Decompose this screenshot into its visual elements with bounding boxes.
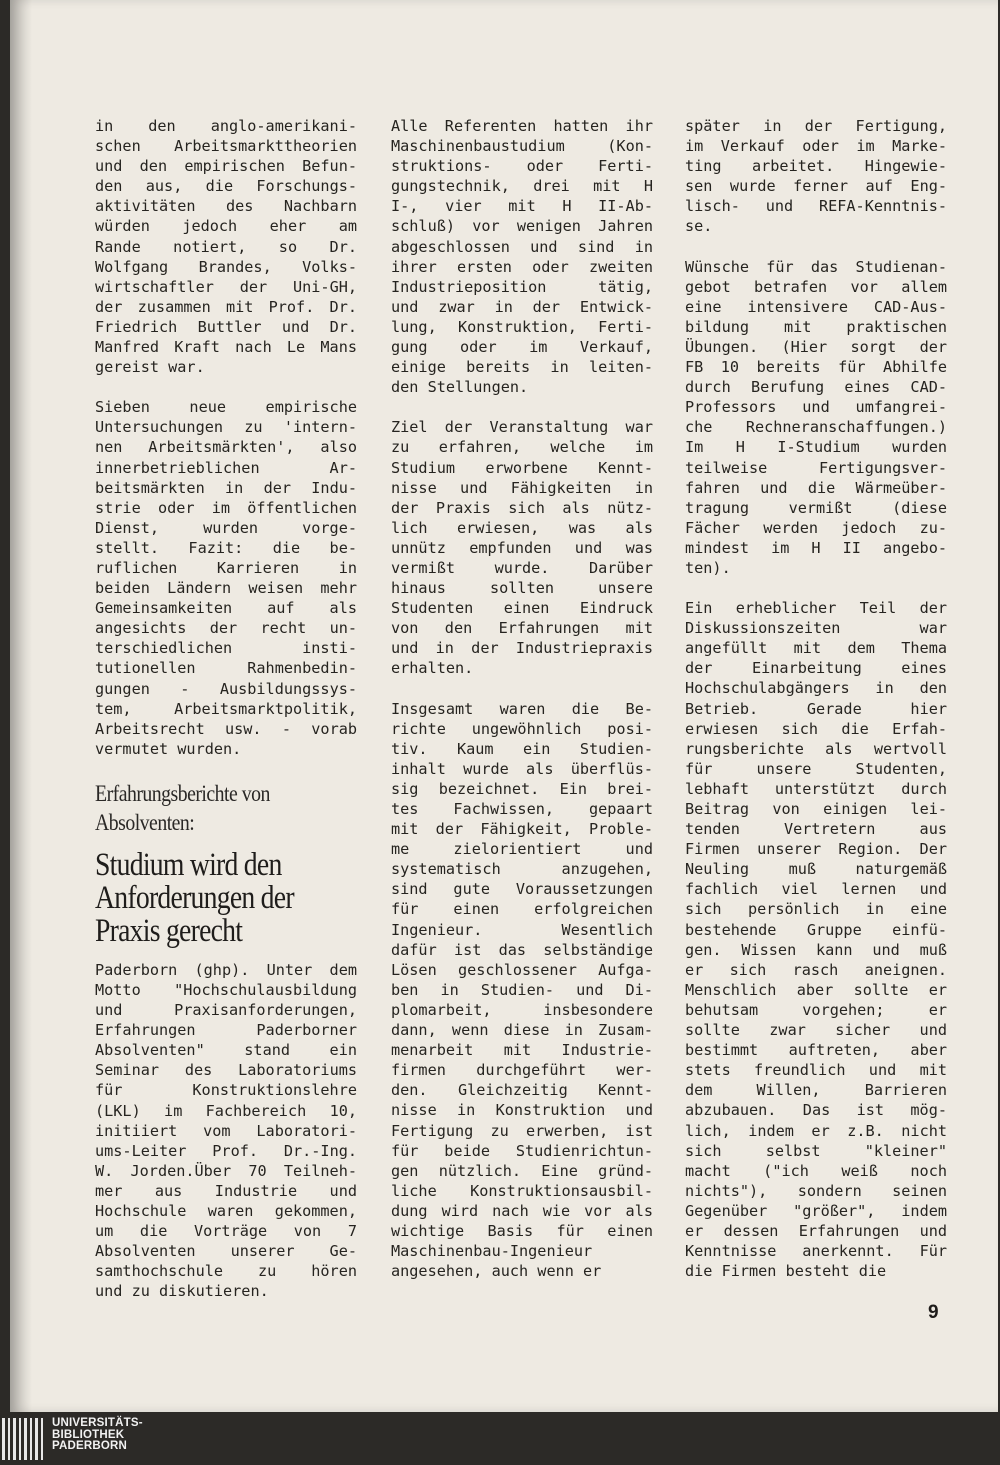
text-line: Manfred Kraft nach Le Mans <box>95 338 357 357</box>
text-line: erwiesen sich die Erfah- <box>685 719 947 738</box>
text-line: lebhaft unterstützt durch <box>685 779 947 798</box>
text-line: durch Berufung eines CAD- <box>685 378 947 397</box>
paragraph <box>391 116 653 397</box>
text-line: richte ungewöhnlich posi- <box>391 719 653 738</box>
text-line: im Verkauf oder im Marke- <box>685 137 947 156</box>
paragraph <box>685 116 947 237</box>
text-line: Absolventen" stand ein <box>95 1041 357 1060</box>
text-line: und den empirischen Befun- <box>95 157 357 176</box>
text-line: struktions- oder Ferti- <box>391 157 653 176</box>
library-barcode-icon <box>0 1418 48 1460</box>
text-line: Diskussionszeiten war <box>685 619 947 638</box>
text-line: Rande notiert, so Dr. <box>95 237 357 256</box>
text-line: Hochschule waren gekommen, <box>95 1202 357 1221</box>
text-column-3 <box>685 116 947 1301</box>
text-line: bildung mit praktischen <box>685 317 947 336</box>
text-line: macht ("ich weiß noch <box>685 1161 947 1180</box>
text-line: gungstechnik, drei mit H <box>391 177 653 196</box>
text-line: gung oder im Verkauf, <box>391 338 653 357</box>
text-line: W. Jorden.Über 70 Teilneh- <box>95 1161 357 1180</box>
text-line: tem, Arbeitsmarktpolitik, <box>95 699 357 718</box>
text-line: später in der Fertigung, <box>685 117 947 135</box>
text-line: plomarbeit, insbesondere <box>391 1000 653 1019</box>
text-line: ruflichen Karrieren in <box>95 558 357 577</box>
text-line: innerbetrieblichen Ar- <box>95 458 357 477</box>
article-kicker: Erfahrungsberichte von Absolventen: <box>95 780 270 835</box>
text-line: der zusammen mit Prof. Dr. <box>95 297 357 316</box>
text-line: sich persönlich in eine <box>685 900 947 919</box>
text-line: Wolfgang Brandes, Volks- <box>95 257 357 276</box>
text-line: nisse und Fähigkeiten in <box>391 478 653 497</box>
text-line: ums-Leiter Prof. Dr.-Ing. <box>95 1141 357 1160</box>
text-line: in den anglo-amerikani- <box>95 117 357 135</box>
text-line: gen. Wissen kann und muß <box>685 940 947 959</box>
text-line: schen Arbeitsmarkttheorien <box>95 137 357 156</box>
text-line: FB 10 bereits für Abhilfe <box>685 358 947 377</box>
text-line: Maschinenbaustudium (Kon- <box>391 137 653 156</box>
text-line: behutsam vorgehen; er <box>685 1000 947 1019</box>
text-line: abgeschlossen und sind in <box>391 237 653 256</box>
text-line: ting arbeitet. Hingewie- <box>685 157 947 176</box>
text-line: Friedrich Buttler und Dr. <box>95 317 357 336</box>
text-line: Ingenieur. Wesentlich <box>391 920 653 939</box>
text-line: Alle Referenten hatten ihr <box>391 117 653 135</box>
text-line: teilweise Fertigungsver- <box>685 458 947 477</box>
library-label: UNIVERSITÄTS- BIBLIOTHEK PADERBORN <box>52 1417 143 1452</box>
text-line: beiden Ländern weisen mehr <box>95 579 357 598</box>
text-line: zu erfahren, welche im <box>391 438 653 457</box>
text-column-2 <box>391 116 653 1301</box>
text-line: Insgesamt waren die Be- <box>391 699 653 718</box>
text-line: lisch- und REFA-Kenntnis- <box>685 197 947 216</box>
text-line: mindest im H II angebo- <box>685 538 947 557</box>
text-line: dung wird nach wie vor als <box>391 1201 653 1220</box>
text-line: Kenntnisse anerkennt. Für <box>685 1242 947 1261</box>
text-line: lich erwiesen, was als <box>391 518 653 537</box>
text-line: systematisch anzugehen, <box>391 860 653 879</box>
text-line: sig bezeichnet. Ein brei- <box>391 779 653 798</box>
text-line: den aus, die Forschungs- <box>95 177 357 196</box>
text-line: gereist war. <box>95 358 205 377</box>
text-line: nisse in Konstruktion und <box>391 1101 653 1120</box>
text-line: Untersuchungen zu 'intern- <box>95 418 357 437</box>
text-line: würden jedoch eher am <box>95 217 357 236</box>
text-line: tragung vermißt (diese <box>685 498 947 517</box>
text-line: Im H I-Studium wurden <box>685 438 947 457</box>
text-line: liche Konstruktionsausbil- <box>391 1181 653 1200</box>
text-line: schluß) vor wenigen Jahren <box>391 217 653 236</box>
text-line: Fächer werden jedoch zu- <box>685 518 947 537</box>
text-line: sollte zwar sicher und <box>685 1021 947 1040</box>
text-line: aktivitäten des Nachbarn <box>95 197 357 216</box>
text-line: Seminar des Laboratoriums <box>95 1061 357 1080</box>
paragraph <box>391 417 653 678</box>
text-line: Studenten einen Eindruck <box>391 599 653 618</box>
text-line: lung, Konstruktion, Ferti- <box>391 317 653 336</box>
text-line: Industrieposition tätig, <box>391 277 653 296</box>
text-line: wichtige Basis für einen <box>391 1221 653 1240</box>
text-line: ben in Studien- und Di- <box>391 980 653 999</box>
paragraph <box>391 699 653 1282</box>
text-line: tenden Vertretern aus <box>685 820 947 839</box>
text-line: Dienst, wurden vorge- <box>95 518 357 537</box>
text-line: vermutet wurden. <box>95 739 242 758</box>
text-line: für beide Studienrichtun- <box>391 1141 653 1160</box>
text-line: angefüllt mit dem Thema <box>685 639 947 658</box>
article-headline: Studium wird den Anforderungen der Praxis gerecht <box>95 846 294 949</box>
text-line: mer aus Industrie und <box>95 1181 357 1200</box>
text-line: lich, indem er z.B. nicht <box>685 1121 947 1140</box>
binding-shadow <box>10 0 32 1412</box>
text-line: wirtschaftler der Uni-GH, <box>95 277 357 296</box>
text-line: Ein erheblicher Teil der <box>685 599 947 618</box>
magazine-page <box>10 0 998 1412</box>
text-line: sind gute Voraussetzungen <box>391 880 653 899</box>
text-line: er sich rasch aneignen. <box>685 960 947 979</box>
text-line: bestehende Gruppe einfü- <box>685 920 947 939</box>
text-line: menarbeit mit Industrie- <box>391 1041 653 1060</box>
text-line: Beitrag von einigen lei- <box>685 800 947 818</box>
text-line: sich selbst "kleiner" <box>685 1141 947 1160</box>
text-line: er dessen Erfahrungen und <box>685 1221 947 1240</box>
text-line: Maschinenbau-Ingenieur <box>391 1242 593 1261</box>
text-line: der Praxis sich als nütz- <box>391 498 653 517</box>
text-line: Neuling muß naturgemäß <box>685 860 947 879</box>
text-line: für einen erfolgreichen <box>391 900 653 919</box>
text-line: tes Fachwissen, gepaart <box>391 800 653 818</box>
text-line: der Einarbeitung eines <box>685 659 947 678</box>
text-line: gungen - Ausbildungssys- <box>95 679 357 698</box>
text-line: nichts"), sondern seinen <box>685 1181 947 1200</box>
text-line: Hochschulabgängers in den <box>685 679 947 698</box>
text-line: Sieben neue empirische <box>95 398 357 417</box>
text-line: die Firmen besteht die <box>685 1262 887 1281</box>
text-line: Fertigung zu erwerben, ist <box>391 1121 653 1140</box>
text-line: tutionellen Rahmenbedin- <box>95 659 357 678</box>
paragraph <box>685 598 947 1281</box>
text-line: beitsmärkten in der Indu- <box>95 478 357 497</box>
text-line: Firmen unserer Region. Der <box>685 840 947 859</box>
text-line: Motto "Hochschulausbildung <box>95 981 357 999</box>
text-line: Gegenüber "größer", indem <box>685 1201 947 1220</box>
text-line: inhalt wurde als überflüs- <box>391 759 653 778</box>
paragraph <box>685 257 947 579</box>
text-line: den Stellungen. <box>391 378 529 397</box>
text-line: stellt. Fazit: die be- <box>95 538 357 557</box>
text-line: initiiert vom Laboratori- <box>95 1121 357 1140</box>
text-line: und Praxisanforderungen, <box>95 1001 357 1020</box>
text-line: Ziel der Veranstaltung war <box>391 418 653 437</box>
text-line: um die Vorträge von 7 <box>95 1222 357 1241</box>
text-line: und zwar in der Entwick- <box>391 297 653 316</box>
text-line: Absolventen unserer Ge- <box>95 1242 357 1261</box>
paragraph <box>95 116 357 377</box>
text-line: bestimmt auftreten, aber <box>685 1041 947 1060</box>
text-line: erhalten. <box>391 659 474 678</box>
text-line: Arbeitsrecht usw. - vorab <box>95 719 357 738</box>
text-line: für Konstruktionslehre <box>95 1081 357 1100</box>
paragraph <box>95 960 357 1302</box>
text-line: angesehen, auch wenn er <box>391 1262 602 1281</box>
text-line: gen nützlich. Eine gründ- <box>391 1161 653 1180</box>
text-line: Lösen geschlossener Aufga- <box>391 960 653 979</box>
text-line: Betrieb. Gerade hier <box>685 699 947 718</box>
text-line: angesichts der recht un- <box>95 619 357 638</box>
text-line: I-, vier mit H II-Ab- <box>391 197 653 216</box>
text-line: rungsberichte als wertvoll <box>685 739 947 758</box>
text-line: firmen durchgeführt wer- <box>391 1061 653 1080</box>
text-line: strie oder im öffentlichen <box>95 498 357 517</box>
text-line: Paderborn (ghp). Unter dem <box>95 960 357 979</box>
text-line: ihrer ersten oder zweiten <box>391 257 653 276</box>
text-line: und in der Industriepraxis <box>391 639 653 658</box>
text-line: Studium erworbene Kennt- <box>391 458 653 477</box>
text-line: Übungen. (Hier sorgt der <box>685 337 947 356</box>
text-line: gebot betrafen vor allem <box>685 277 947 296</box>
text-line: samthochschule zu hören <box>95 1262 357 1281</box>
text-line: fachlich viel lernen und <box>685 880 947 899</box>
text-line: und zu diskutieren. <box>95 1282 269 1301</box>
text-line: einige bereits in leiten- <box>391 358 653 377</box>
text-line: dann, wenn diese in Zusam- <box>391 1021 653 1040</box>
text-line: Professors und umfangrei- <box>685 398 947 417</box>
text-line: Gemeinsamkeiten auf als <box>95 599 357 618</box>
text-line: dafür ist das selbständige <box>391 940 653 959</box>
library-footer <box>0 1412 1000 1465</box>
paragraph <box>95 397 357 759</box>
text-line: (LKL) im Fachbereich 10, <box>95 1101 357 1120</box>
text-line: terschiedlichen insti- <box>95 639 357 658</box>
text-line: mit der Fähigkeit, Proble- <box>391 820 653 839</box>
text-line: ten). <box>685 558 731 577</box>
text-line: stets freundlich und mit <box>685 1061 947 1080</box>
text-line: che Rechneranschaffungen.) <box>685 418 947 437</box>
text-line: Erfahrungen Paderborner <box>95 1021 357 1040</box>
text-line: hinaus sollten unsere <box>391 579 653 598</box>
text-line: sen wurde ferner auf Eng- <box>685 177 947 196</box>
text-line: eine intensivere CAD-Aus- <box>685 297 947 316</box>
text-line: tiv. Kaum ein Studien- <box>391 739 653 758</box>
text-line: abzubauen. Das ist mög- <box>685 1101 947 1120</box>
text-line: von den Erfahrungen mit <box>391 619 653 638</box>
text-line: vermißt wurde. Darüber <box>391 558 653 577</box>
text-line: Menschlich aber sollte er <box>685 980 947 999</box>
text-line: nen Arbeitsmärkten', also <box>95 438 357 457</box>
page-number: 9 <box>928 1302 939 1323</box>
text-column-1 <box>95 116 357 1322</box>
text-line: unnütz empfunden und was <box>391 538 653 557</box>
text-line: Wünsche für das Studienan- <box>685 257 947 276</box>
text-line: den. Gleichzeitig Kennt- <box>391 1081 653 1100</box>
text-line: für unsere Studenten, <box>685 759 947 778</box>
text-line: me zielorientiert und <box>391 840 653 859</box>
text-line: se. <box>685 217 713 236</box>
text-line: dem Willen, Barrieren <box>685 1081 947 1100</box>
text-line: fahren und die Wärmeüber- <box>685 478 947 497</box>
